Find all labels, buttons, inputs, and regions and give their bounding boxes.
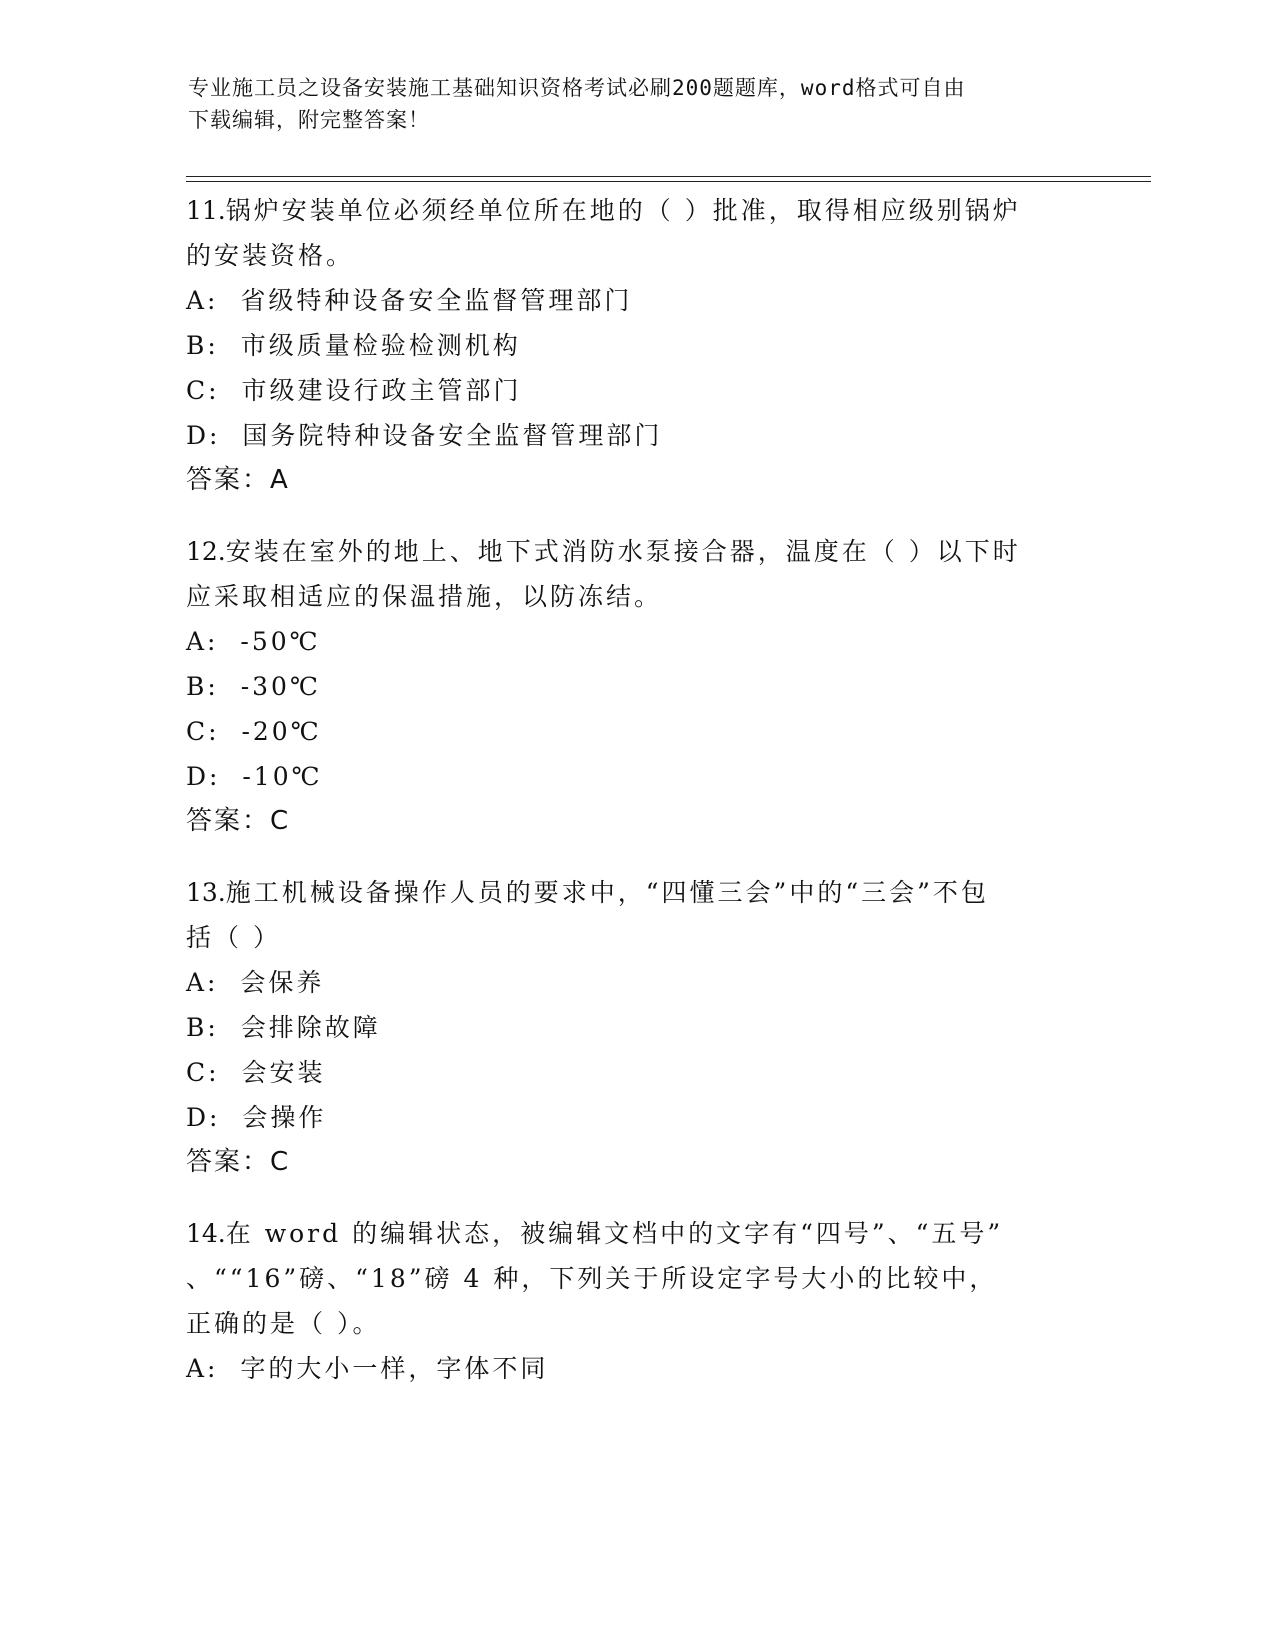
question-11	[186, 188, 1086, 503]
question-stem-continued: 正确的是（ ）。	[186, 1309, 381, 1338]
question-stem	[186, 529, 1086, 574]
question-stem-continued: 的安装资格。	[186, 241, 355, 270]
option-c: C: 市级建设行政主管部门	[186, 376, 522, 405]
answer-label: 答案：C	[186, 1147, 291, 1177]
question-12	[186, 529, 1086, 844]
header-divider-bottom	[186, 181, 1151, 182]
question-text: 安装在室外的地上、地下式消防水泵接合器，温度在（ ）以下时	[225, 537, 1021, 566]
question-list	[186, 188, 1086, 1417]
question-stem-continued: 括（ ）	[186, 923, 281, 952]
document-header	[188, 72, 1068, 136]
option-a: A: 会保养	[186, 968, 325, 997]
option-a: A: -50℃	[186, 627, 321, 656]
option-a: A: 省级特种设备安全监督管理部门	[186, 286, 633, 315]
header-divider-top	[186, 176, 1151, 177]
question-number: 11.	[186, 196, 226, 225]
question-stem	[186, 1211, 1086, 1256]
option-c: C: -20℃	[186, 717, 322, 746]
question-number: 12.	[186, 537, 226, 566]
option-d: D: 国务院特种设备安全监督管理部门	[186, 421, 663, 450]
answer-label: 答案：A	[186, 465, 290, 495]
question-number: 14.	[186, 1219, 226, 1248]
header-line-1: 专业施工员之设备安装施工基础知识资格考试必刷200题题库，word格式可自由	[188, 76, 966, 100]
question-stem	[186, 188, 1086, 233]
option-d: D: 会操作	[186, 1103, 327, 1132]
option-b: B: -30℃	[186, 672, 321, 701]
answer-label: 答案：C	[186, 806, 291, 836]
option-b: B: 市级质量检验检测机构	[186, 331, 521, 360]
option-b: B: 会排除故障	[186, 1013, 381, 1042]
question-14	[186, 1211, 1086, 1391]
question-stem	[186, 870, 1086, 915]
option-d: D: -10℃	[186, 762, 323, 791]
question-number: 13.	[186, 878, 226, 907]
option-c: C: 会安装	[186, 1058, 326, 1087]
question-text: 在 word 的编辑状态，被编辑文档中的文字有“四号”、“五号”	[225, 1219, 1004, 1248]
option-a: A: 字的大小一样，字体不同	[186, 1354, 549, 1383]
question-stem-continued: 、““16”磅、“18”磅 4 种，下列关于所设定字号大小的比较中，	[186, 1264, 998, 1293]
question-text: 施工机械设备操作人员的要求中，“四懂三会”中的“三会”不包	[225, 878, 989, 907]
question-13	[186, 870, 1086, 1185]
header-line-2: 下载编辑，附完整答案！	[188, 108, 430, 132]
question-text: 锅炉安装单位必须经单位所在地的（ ）批准，取得相应级别锅炉	[225, 196, 1021, 225]
question-stem-continued: 应采取相适应的保温措施，以防冻结。	[186, 582, 663, 611]
